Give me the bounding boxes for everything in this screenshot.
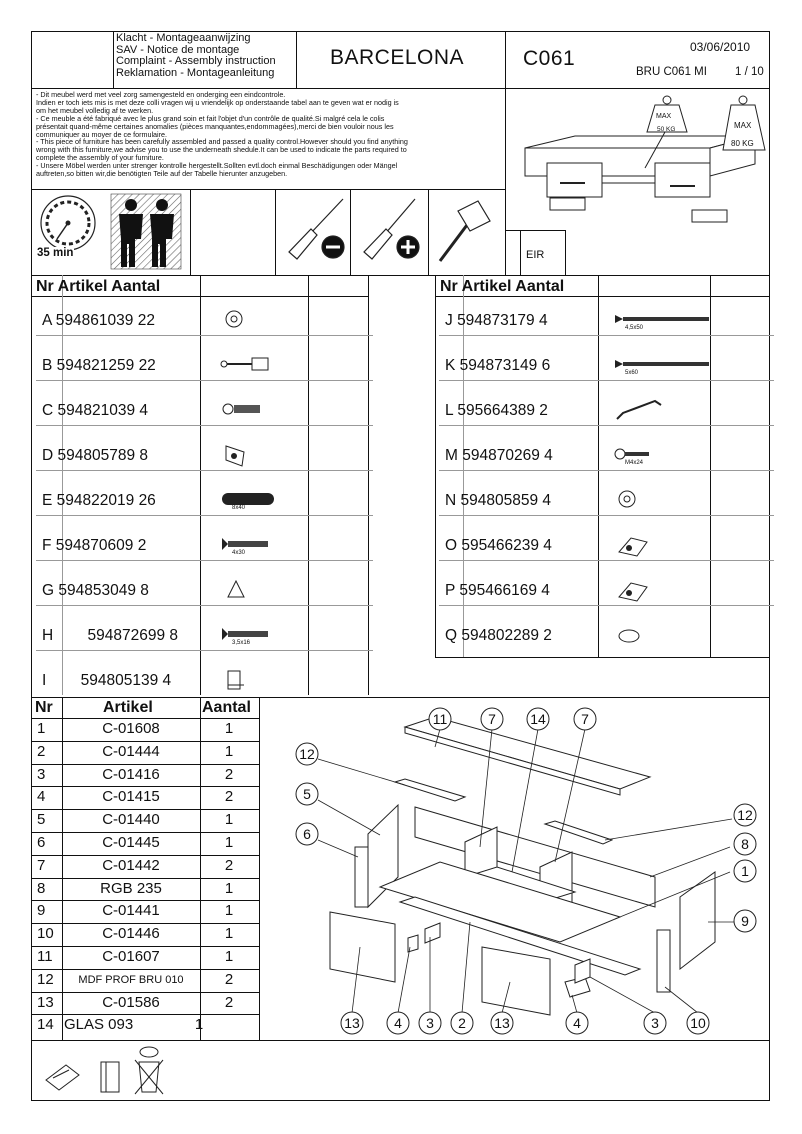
table-row xyxy=(42,492,156,510)
divider xyxy=(435,296,770,297)
table-row xyxy=(42,672,171,690)
callout-number: 6 xyxy=(303,826,311,842)
parts-nr: 13 xyxy=(37,993,54,1011)
parts-nr: 11 xyxy=(37,948,53,965)
divider xyxy=(31,764,259,765)
callout-number: 5 xyxy=(303,786,311,802)
hardware_right-code: 594805859 xyxy=(460,492,539,509)
hardware_right-qty: 4 xyxy=(538,312,548,329)
title-de: Reklamation - Montageanleitung xyxy=(116,66,275,79)
divider xyxy=(31,809,259,810)
callout-number: 3 xyxy=(426,1015,434,1031)
hardware_left-qty: 8 xyxy=(139,447,149,464)
hardware_left-nr: C xyxy=(42,402,54,419)
callout-number: 4 xyxy=(573,1015,581,1031)
callout-number: 11 xyxy=(432,711,448,727)
hardware_right-nr: M xyxy=(445,447,458,464)
parts-nr: 4 xyxy=(37,788,46,806)
hardware_right-code: 594802289 xyxy=(461,627,539,644)
callout-number: 8 xyxy=(741,836,749,852)
divider xyxy=(439,335,774,336)
divider xyxy=(31,855,259,856)
hardware_left-qty: 22 xyxy=(137,312,155,329)
disposal-drawing xyxy=(31,1040,181,1100)
assembly-time: 35 min xyxy=(37,247,74,259)
phillips-screwdriver-icon xyxy=(364,199,419,259)
hw-left-header-artikel: Artikel xyxy=(57,278,108,295)
hardware_left-code: 594861039 xyxy=(55,312,134,329)
size-label: 3,5x16 xyxy=(232,640,251,646)
table-row xyxy=(42,447,148,465)
parts-artikel: RGB 235 xyxy=(100,879,162,897)
parts-aantal: 1 xyxy=(224,925,234,943)
notice-text xyxy=(36,91,504,178)
parts-artikel: C-01416 xyxy=(102,765,160,783)
divider xyxy=(31,275,770,276)
flat-screwdriver-icon xyxy=(289,199,344,259)
divider xyxy=(31,969,259,970)
parts-aantal: 1 xyxy=(194,1016,204,1034)
parts-aantal: 2 xyxy=(224,765,234,783)
parts-nr: 8 xyxy=(37,879,46,897)
divider xyxy=(31,923,259,924)
hardware_left-code: 594870609 xyxy=(55,537,134,554)
rail-12-right xyxy=(545,821,612,844)
parts-header-aantal: Aantal xyxy=(202,699,251,716)
parts-artikel: C-01608 xyxy=(102,720,160,737)
hw-right-header-nr: Nr xyxy=(440,278,458,295)
hardware_left-code: 594821259 xyxy=(56,357,135,374)
parts-aantal: 1 xyxy=(224,811,234,829)
hardware_right-qty: 4 xyxy=(542,492,552,509)
hardware_left-nr: B xyxy=(42,357,53,374)
parts-artikel: C-01441 xyxy=(102,902,160,920)
hardware_right-nr: O xyxy=(445,537,458,554)
divider xyxy=(36,380,373,381)
hardware_left-nr: E xyxy=(42,492,53,509)
spacer xyxy=(53,627,57,644)
divider xyxy=(435,657,770,658)
hardware_left-qty: 26 xyxy=(138,492,156,509)
title-fr: SAV - Notice de montage xyxy=(116,43,240,56)
hardware_right-nr: K xyxy=(445,357,456,374)
parts-aantal: 1 xyxy=(224,742,234,760)
parts-nr: 12 xyxy=(37,970,54,988)
parts-artikel: MDF PROF BRU 010 xyxy=(78,973,184,986)
parts-artikel: GLAS 093 xyxy=(64,1016,134,1034)
two-persons-icon xyxy=(111,194,181,269)
divider xyxy=(439,560,774,561)
hardware_left-nr: I xyxy=(42,672,47,689)
notice-line: auftreten,so bitten wir,die benötigten Teile auf der Tabelle hierunter anzugeben. xyxy=(36,169,288,179)
hardware_right-nr: P xyxy=(445,582,456,599)
hardware_left-qty: 4 xyxy=(162,672,172,689)
hardware_left-qty: 8 xyxy=(169,627,179,644)
handle-icon xyxy=(615,397,715,423)
table-row xyxy=(445,627,552,645)
parts-artikel: C-01440 xyxy=(102,811,160,829)
divider xyxy=(505,230,565,231)
table-row xyxy=(445,312,548,330)
weight-max-label: MAX xyxy=(656,113,672,120)
parts-nr: 10 xyxy=(37,925,54,943)
parts-aantal: 1 xyxy=(224,879,234,897)
binder-icon xyxy=(101,1062,119,1092)
hinge-icon xyxy=(615,532,715,558)
parts-artikel: C-01446 xyxy=(102,925,160,943)
hardware_left-qty: 2 xyxy=(137,537,147,554)
hardware_left-nr: D xyxy=(42,447,54,464)
crossed-bin-icon xyxy=(135,1047,163,1094)
size-label: 4,5x50 xyxy=(625,325,644,331)
shelf-support-icon xyxy=(222,577,322,603)
hardware_right-nr: L xyxy=(445,402,454,419)
parts-nr: 7 xyxy=(37,856,46,874)
divider xyxy=(505,31,506,89)
table-row xyxy=(42,402,148,420)
hardware_right-qty: 4 xyxy=(543,537,552,554)
parts-header-artikel: Artikel xyxy=(103,699,153,716)
table-row xyxy=(445,582,550,600)
callout-number: 7 xyxy=(581,711,589,727)
callout-number: 12 xyxy=(737,807,753,823)
box-icon xyxy=(46,1065,79,1090)
side-6 xyxy=(355,847,368,907)
clip-icon xyxy=(222,667,322,693)
size-label: 8x40 xyxy=(232,505,246,511)
block-3a xyxy=(425,923,440,943)
model-name: BARCELONA xyxy=(330,46,465,69)
block-3b xyxy=(575,959,590,983)
notice-line: complete the assembly of your furniture. xyxy=(36,153,164,163)
callout-number: 13 xyxy=(494,1015,510,1031)
divider xyxy=(36,650,373,651)
notice-line: Indien er toch iets mis is met deze colli vragen wij u vriendelijk op onderstaande tabel aan te geven wat er nodig is xyxy=(36,97,399,107)
hinge-icon xyxy=(615,577,715,603)
parts-nr: 6 xyxy=(37,834,46,851)
divider xyxy=(368,275,369,695)
cam-lock-icon xyxy=(222,307,322,333)
table-row xyxy=(445,537,552,555)
notice-line: - Ce meuble a été fabriqué avec le plus grand soin et fait l'objet d'un contrôle de qualité.Si malgré cela le colis xyxy=(36,113,385,123)
hardware_left-code: 594805139 xyxy=(80,672,159,689)
hardware_right-qty: 4 xyxy=(544,447,553,464)
divider xyxy=(439,380,774,381)
tv-unit-icon xyxy=(525,136,755,222)
parts-nr: 3 xyxy=(37,765,46,783)
parts-nr: 1 xyxy=(37,720,46,737)
parts-artikel: C-01445 xyxy=(102,834,160,851)
divider xyxy=(439,605,774,606)
hardware_right-nr: N xyxy=(445,492,457,509)
door-13b xyxy=(482,947,550,1015)
parts-artikel: C-01444 xyxy=(102,742,160,760)
divider xyxy=(31,900,259,901)
parts-artikel: C-01607 xyxy=(102,948,160,965)
side-5 xyxy=(368,805,398,907)
size-label: 4x30 xyxy=(232,550,246,556)
callout-number: 1 xyxy=(741,863,749,879)
callout-number: 13 xyxy=(344,1015,360,1031)
country-code: EIR xyxy=(526,249,545,261)
table-row xyxy=(42,357,156,375)
hardware_right-nr: J xyxy=(445,312,453,329)
divider xyxy=(36,425,373,426)
callout-number: 9 xyxy=(741,913,749,929)
notice-line: wrong with this furniture,we advise you to use the underneath shedule.It can be used to indicate the parts required to xyxy=(36,145,407,155)
divider xyxy=(439,425,774,426)
parts-header-nr: Nr xyxy=(35,699,53,716)
parts-nr: 9 xyxy=(37,902,46,920)
hw-right-header-aantal: Aantal xyxy=(515,278,565,295)
callout-number: 2 xyxy=(458,1015,466,1031)
hardware_right-qty: 6 xyxy=(541,357,551,374)
hardware_left-nr: H xyxy=(42,627,54,644)
hardware_left-code: 594805789 xyxy=(57,447,136,464)
size-label: M4x24 xyxy=(625,460,644,466)
hardware_right-code: 594870269 xyxy=(462,447,540,464)
divider xyxy=(439,470,774,471)
page-number: 1 / 10 xyxy=(735,66,764,78)
table-row xyxy=(445,402,548,420)
divider xyxy=(36,560,373,561)
parts-nr: 14 xyxy=(37,1016,54,1034)
divider xyxy=(565,230,566,275)
parts-aantal: 1 xyxy=(224,948,234,965)
table-row xyxy=(42,582,149,600)
weight-80-label: 80 KG xyxy=(731,139,754,148)
divider xyxy=(36,605,373,606)
divider xyxy=(36,335,373,336)
divider xyxy=(31,741,259,742)
connector-bolt-icon xyxy=(222,397,322,423)
hardware_left-code: 594821039 xyxy=(57,402,136,419)
notice-line: om het meubel volledig af te werken. xyxy=(36,105,154,115)
parts-aantal: 2 xyxy=(224,970,234,988)
callout-number: 12 xyxy=(299,746,315,762)
hardware_right-qty: 2 xyxy=(539,402,548,419)
divider xyxy=(36,470,373,471)
parts-aantal: 2 xyxy=(224,788,234,806)
hw-right-header-artikel: Artikel xyxy=(461,278,512,295)
callout-number: 14 xyxy=(530,711,546,727)
parts-aantal: 1 xyxy=(224,902,234,920)
divider xyxy=(113,31,114,89)
parts-artikel: C-01415 xyxy=(102,788,160,806)
parts-artikel: C-01442 xyxy=(102,856,160,874)
side-9 xyxy=(680,872,715,969)
divider xyxy=(439,515,774,516)
parts-aantal: 1 xyxy=(224,720,234,737)
hardware_right-nr: Q xyxy=(445,627,458,644)
title-en: Complaint - Assembly instruction xyxy=(116,55,276,67)
clock-icon xyxy=(41,196,95,250)
assembly-time-drawing xyxy=(31,189,191,275)
hardware_left-nr: F xyxy=(42,537,52,554)
table-row xyxy=(42,537,146,555)
tools-drawing xyxy=(275,189,429,275)
hw-right-header xyxy=(440,278,564,296)
divider xyxy=(31,1014,259,1015)
parts-artikel: C-01586 xyxy=(102,993,160,1011)
parts-aantal: 1 xyxy=(224,834,234,851)
hardware_left-qty: 8 xyxy=(140,582,149,599)
callout-number: 10 xyxy=(690,1015,706,1031)
hardware_left-nr: A xyxy=(42,312,52,329)
notice-line: - Dit meubel werd met veel zorg samengesteld en onderging een eindcontrole. xyxy=(36,90,286,99)
table-row xyxy=(42,312,155,330)
table-row xyxy=(445,447,553,465)
table-row xyxy=(445,357,550,375)
parts-aantal: 2 xyxy=(224,993,234,1011)
table-row xyxy=(42,627,178,645)
parts-aantal: 2 xyxy=(224,856,234,874)
notice-line: présentait quand-même certaines anomalies (pièces manquantes,endommagées),merci de bien vouloir nous les xyxy=(36,121,394,131)
door-13a xyxy=(330,912,395,982)
notice-line: - This piece of furniture has been carefully assembled and passed a quality control.However should you find anything xyxy=(36,137,408,147)
divider xyxy=(36,515,373,516)
hardware_left-qty: 22 xyxy=(138,357,156,374)
hardware_left-code: 594853049 xyxy=(58,582,136,599)
cam-bolt-icon xyxy=(222,352,322,378)
divider xyxy=(520,230,521,275)
notice-line: communiquer au moyer de ce formulaire. xyxy=(36,129,168,139)
divider xyxy=(31,786,259,787)
hardware_left-nr: G xyxy=(42,582,55,599)
hardware_left-code: 594872699 xyxy=(87,627,166,644)
divider xyxy=(435,275,436,657)
notice-line: - Unsere Möbel werden unter strenger kontrolle hergestellt.Sollten evtl.doch einmal Beschädigungen oder Mängel xyxy=(36,161,398,171)
rubber-hammer-icon xyxy=(440,201,490,261)
rail-12-left xyxy=(395,779,465,801)
bracket-icon xyxy=(222,442,322,468)
callout-number: 4 xyxy=(394,1015,402,1031)
divider xyxy=(31,718,259,719)
divider xyxy=(598,275,599,657)
divider xyxy=(31,946,259,947)
hardware_right-code: 595466239 xyxy=(461,537,539,554)
divider xyxy=(200,275,201,695)
divider xyxy=(31,992,259,993)
header-titles xyxy=(116,33,276,79)
parts-nr: 2 xyxy=(37,742,46,760)
hardware_right-qty: 2 xyxy=(543,627,552,644)
hardware_right-qty: 4 xyxy=(541,582,550,599)
glide-icon xyxy=(615,622,715,648)
hw-left-header xyxy=(36,278,160,296)
weight-max-label: MAX xyxy=(734,121,752,130)
hardware_left-qty: 4 xyxy=(139,402,149,419)
hammer-drawing xyxy=(428,189,505,275)
document-date: 03/06/2010 xyxy=(690,40,751,54)
callout-number: 3 xyxy=(651,1015,659,1031)
model-code: C061 xyxy=(523,47,576,70)
spacer xyxy=(46,672,50,689)
title-nl: Klacht - Montageaanwijzing xyxy=(116,32,251,44)
furniture-weights-drawing xyxy=(505,88,770,275)
hw-left-header-nr: Nr xyxy=(36,278,54,295)
hardware_right-code: 594873149 xyxy=(459,357,538,374)
side-10 xyxy=(657,930,670,992)
exploded-assembly-drawing xyxy=(260,697,770,1040)
divider xyxy=(31,878,259,879)
hw-left-header-aantal: Aantal xyxy=(111,278,161,295)
document-ref: BRU C061 MI xyxy=(636,66,707,78)
parts-nr: 5 xyxy=(37,811,46,829)
hardware_right-code: 595466169 xyxy=(459,582,537,599)
cam-lock-icon xyxy=(615,487,715,513)
divider xyxy=(31,832,259,833)
divider xyxy=(296,31,297,89)
callout-number: 7 xyxy=(488,711,496,727)
table-row xyxy=(445,492,551,510)
hardware_right-code: 594873179 xyxy=(457,312,535,329)
hardware_right-code: 595664389 xyxy=(457,402,535,419)
weight-50-label: 50 KG xyxy=(657,126,676,133)
hardware_left-code: 594822019 xyxy=(56,492,135,509)
size-label: 5x60 xyxy=(625,370,639,376)
